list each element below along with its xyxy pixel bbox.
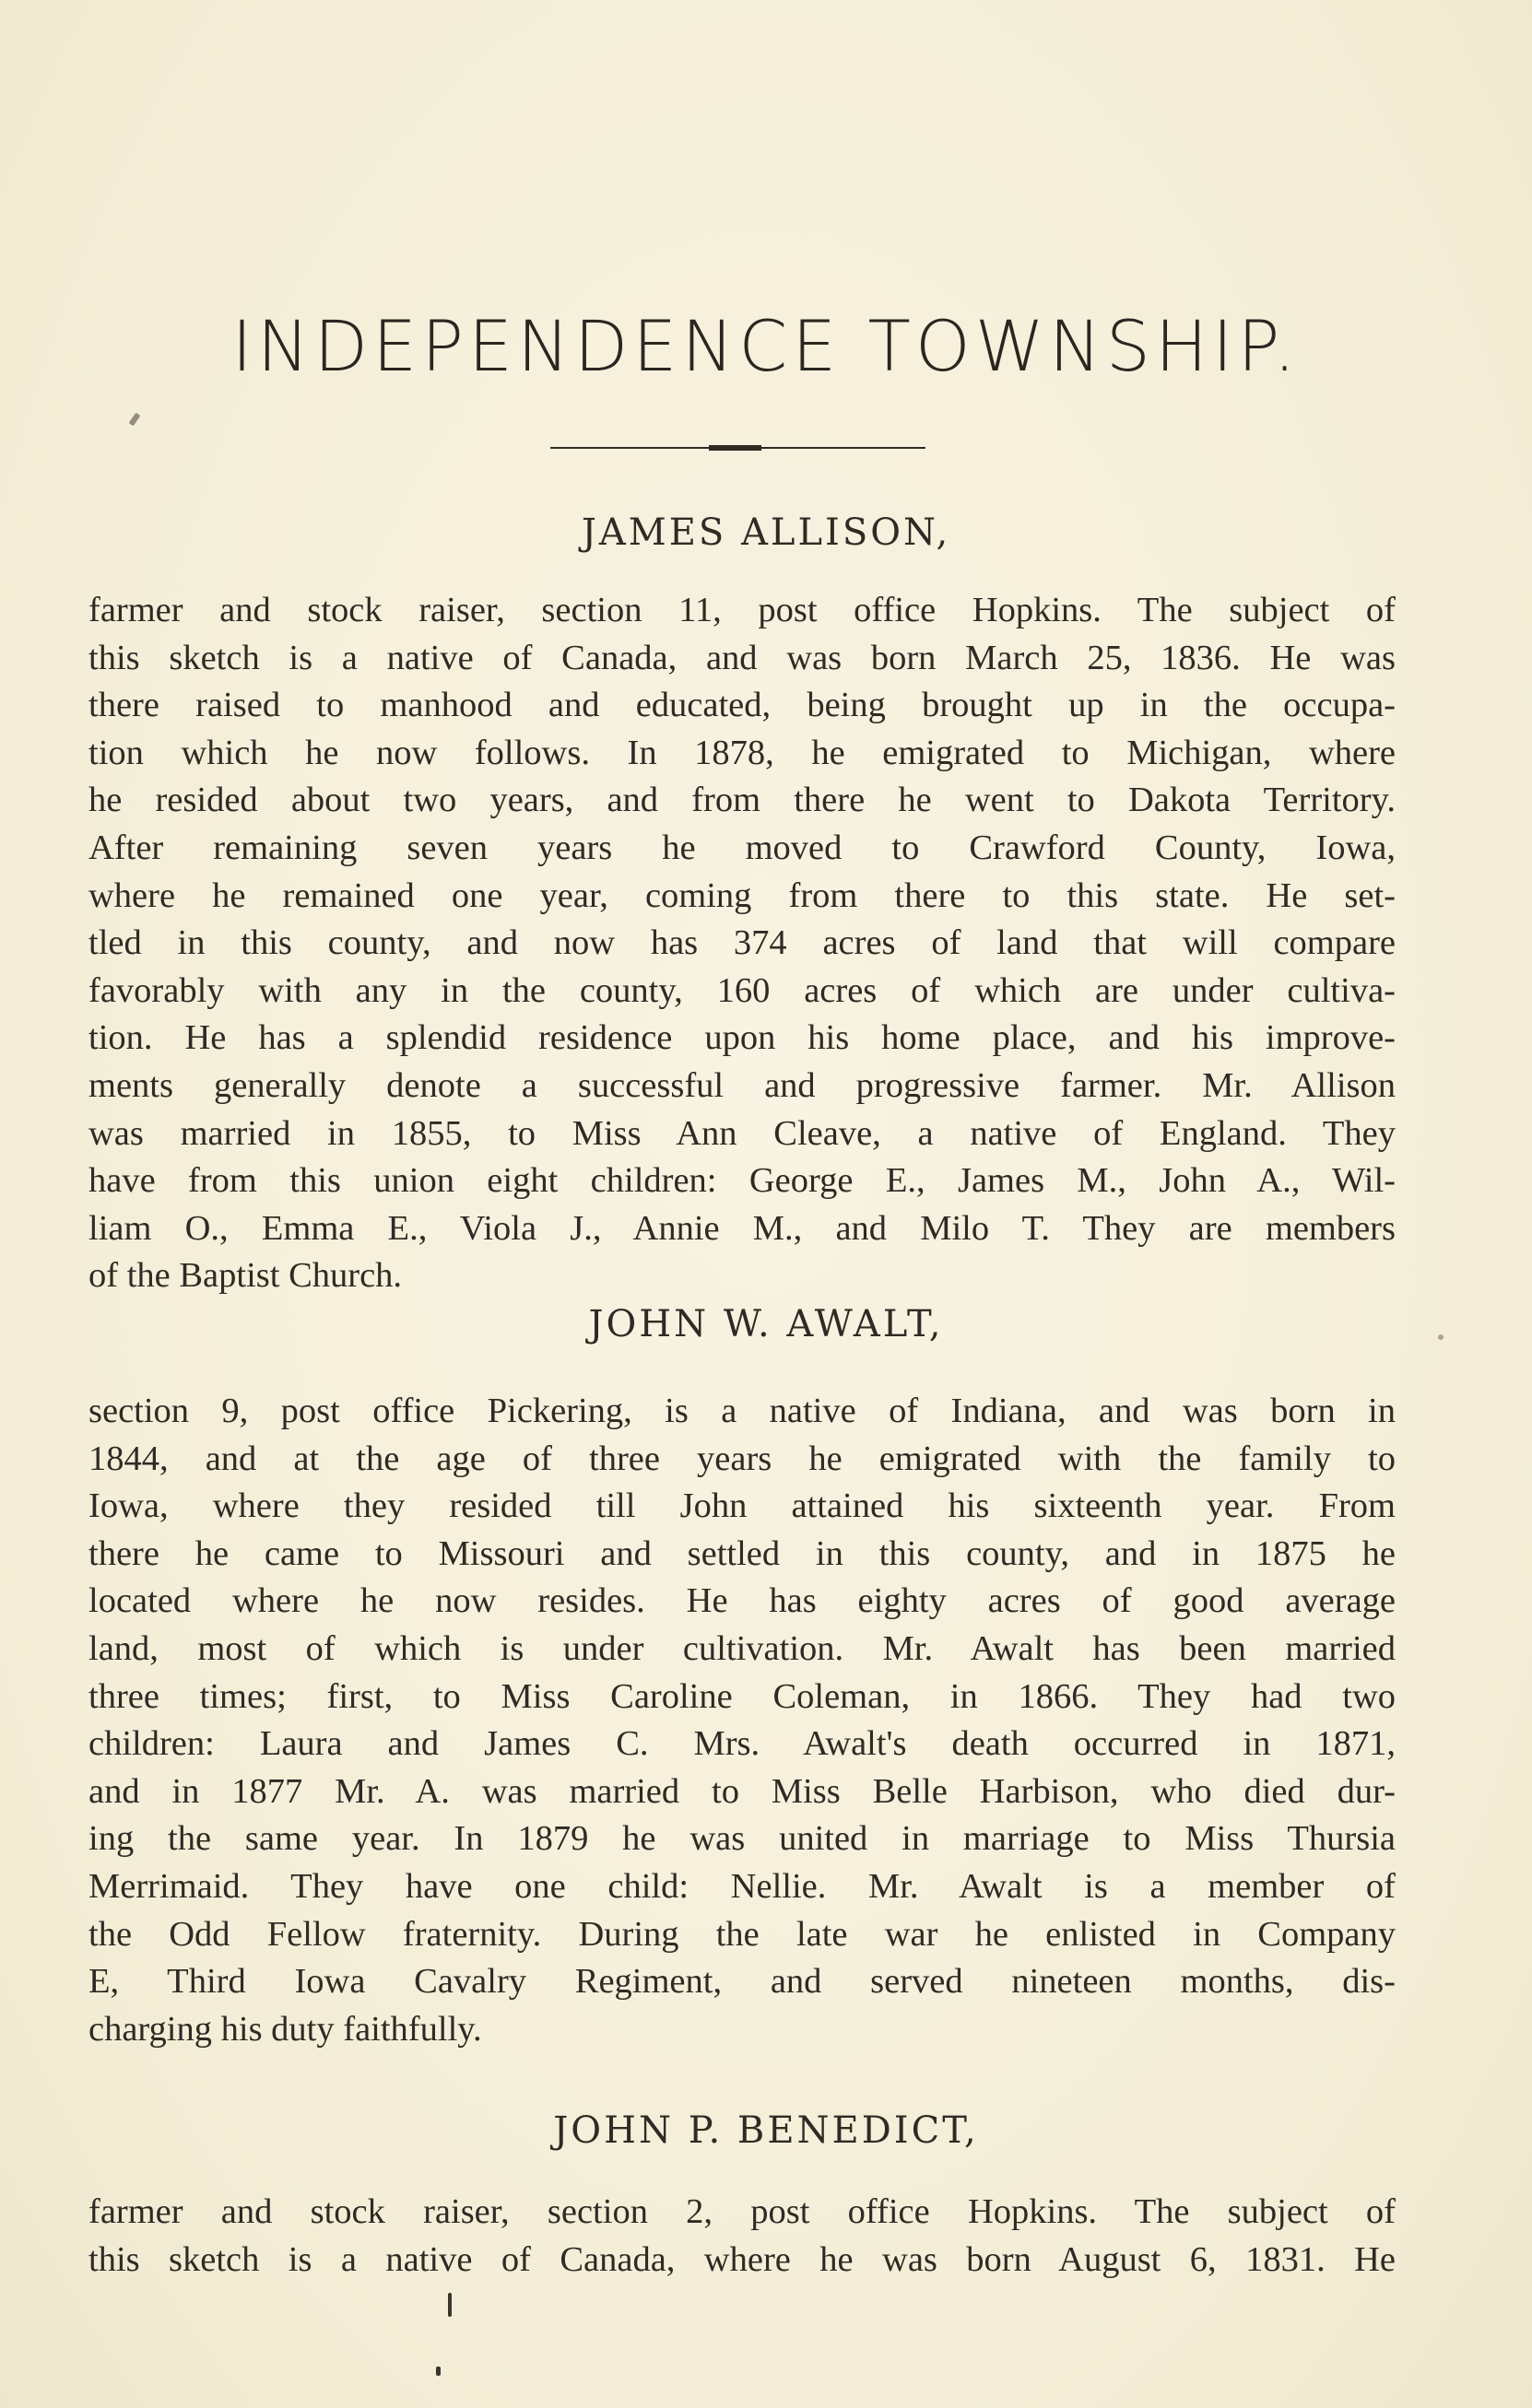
text-line: three times; first, to Miss Caroline Coleman, in 1866. They had two bbox=[88, 1676, 1396, 1716]
entry-body-benedict bbox=[88, 2189, 1396, 2284]
ink-mark bbox=[448, 2293, 452, 2317]
ornament-center-dash bbox=[709, 445, 761, 451]
text-line: have from this union eight children: George E., James M., John A., Wil- bbox=[88, 1161, 1396, 1201]
text-line: he resided about two years, and from there he went to Dakota Territory. bbox=[88, 781, 1396, 820]
text-line: there raised to manhood and educated, being brought up in the occupa- bbox=[88, 686, 1396, 725]
text-line: section 9, post office Pickering, is a native of Indiana, and was born in bbox=[88, 1392, 1396, 1430]
text-line: farmer and stock raiser, section 2, post office Hopkins. The subject of bbox=[88, 2192, 1396, 2231]
text-line: tion. He has a splendid residence upon his home place, and his improve- bbox=[88, 1018, 1396, 1058]
paper-speck bbox=[1438, 1334, 1444, 1340]
text-line: where he remained one year, coming from there to this state. He set- bbox=[88, 875, 1396, 915]
ink-mark bbox=[436, 2367, 441, 2376]
text-line: there he came to Missouri and settled in this county, and in 1875 he bbox=[88, 1533, 1396, 1573]
text-line: After remaining seven years he moved to Crawford County, Iowa, bbox=[88, 828, 1396, 867]
text-line: 1844, and at the age of three years he emigrated with the family to bbox=[88, 1439, 1396, 1478]
text-line: and in 1877 Mr. A. was married to Miss Belle Harbison, who died dur- bbox=[88, 1771, 1396, 1811]
page-title: INDEPENDENCE TOWNSHIP. bbox=[231, 305, 1301, 387]
title-ornament-rule bbox=[550, 444, 925, 452]
entry-heading-awalt: JOHN W. AWALT, bbox=[588, 1303, 944, 1345]
text-line: Merrimaid. They have one child: Nellie. Mr. Awalt is a member of bbox=[88, 1866, 1396, 1906]
text-line: E, Third Iowa Cavalry Regiment, and served nineteen months, dis- bbox=[88, 1962, 1396, 2002]
entry-body-awalt bbox=[88, 1388, 1396, 2053]
text-line: favorably with any in the county, 160 acres of which are under cultiva- bbox=[88, 970, 1396, 1010]
text-line: ing the same year. In 1879 he was united in marriage to Miss Thursia bbox=[88, 1819, 1396, 1859]
text-line: located where he now resides. He has eighty acres of good average bbox=[88, 1581, 1396, 1621]
text-line: this sketch is a native of Canada, where he was born August 6, 1831. He bbox=[88, 2239, 1396, 2279]
text-line: ments generally denote a successful and progressive farmer. Mr. Allison bbox=[88, 1065, 1396, 1105]
entry-heading-benedict: JOHN P. BENEDICT, bbox=[553, 2109, 979, 2152]
entry-heading-allison: JAMES ALLISON, bbox=[581, 511, 951, 554]
text-line: farmer and stock raiser, section 11, post office Hopkins. The subject of bbox=[88, 591, 1396, 629]
text-line: tion which he now follows. In 1878, he emigrated to Michigan, where bbox=[88, 733, 1396, 772]
text-line: of the Baptist Church. bbox=[88, 1256, 403, 1296]
text-line: tled in this county, and now has 374 acres of land that will compare bbox=[88, 923, 1396, 963]
text-line: this sketch is a native of Canada, and was born March 25, 1836. He was bbox=[88, 638, 1396, 677]
text-line: charging his duty faithfully. bbox=[88, 2009, 482, 2049]
text-line: the Odd Fellow fraternity. During the late war he enlisted in Company bbox=[88, 1914, 1396, 1954]
text-line: Iowa, where they resided till John attained his sixteenth year. From bbox=[88, 1486, 1396, 1526]
text-line: land, most of which is under cultivation. Mr. Awalt has been married bbox=[88, 1628, 1396, 1668]
ink-mark bbox=[129, 413, 141, 427]
text-line: liam O., Emma E., Viola J., Annie M., and Milo T. They are members bbox=[88, 1208, 1396, 1248]
entry-body-allison bbox=[88, 587, 1396, 1300]
text-line: was married in 1855, to Miss Ann Cleave, a native of England. They bbox=[88, 1113, 1396, 1153]
text-line: children: Laura and James C. Mrs. Awalt's death occurred in 1871, bbox=[88, 1724, 1396, 1764]
